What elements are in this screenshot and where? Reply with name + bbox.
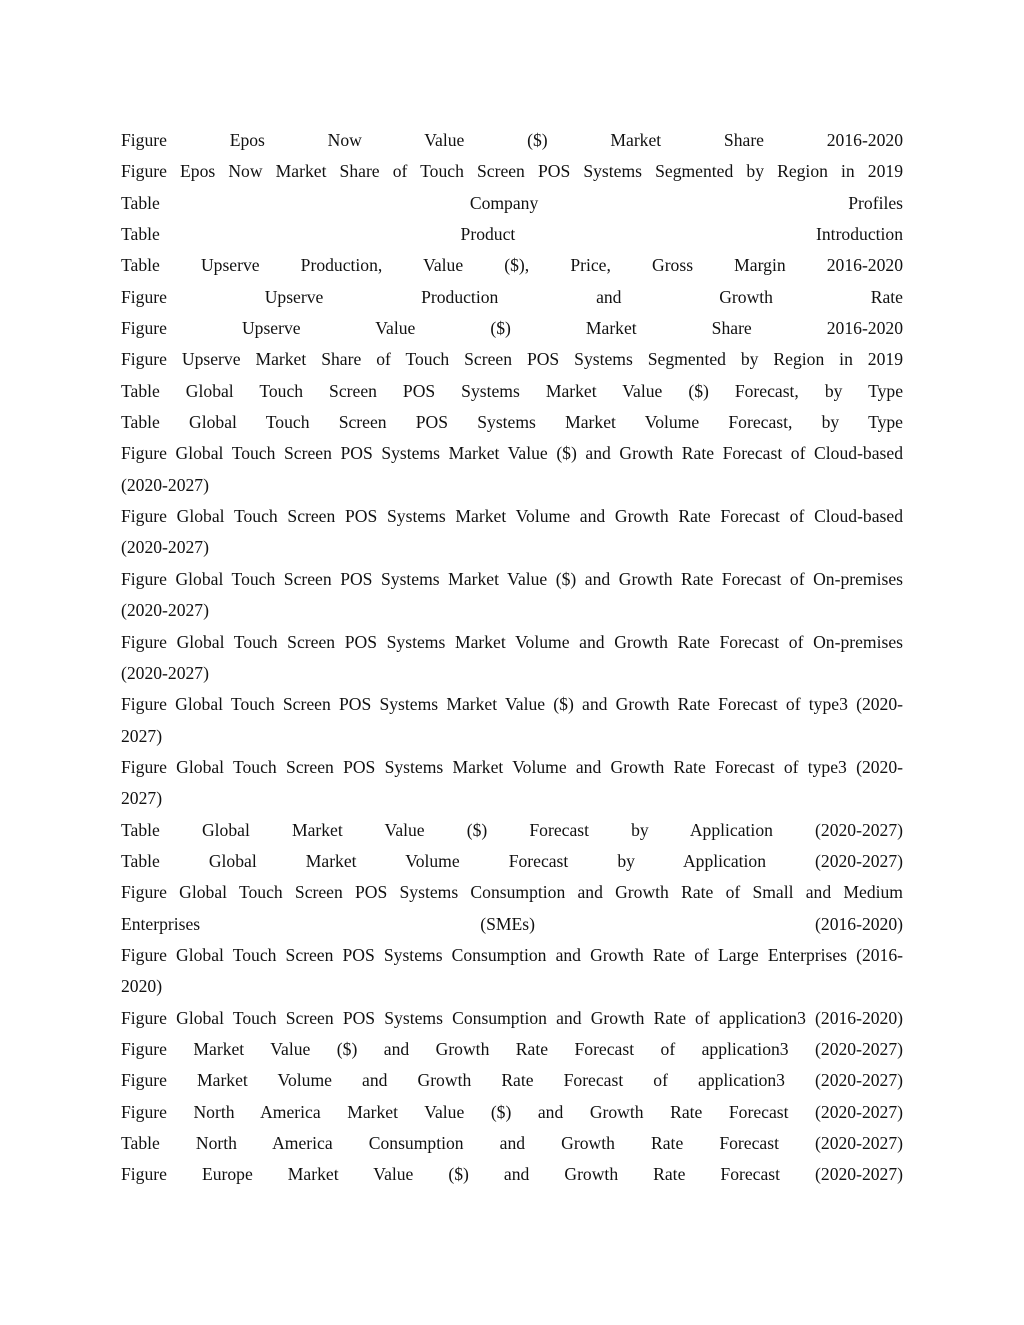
list-of-figures-and-tables xyxy=(121,125,903,1191)
document-line: Figure Global Touch Screen POS Systems Market Value ($) and Growth Rate Forecast of Cloud-based xyxy=(121,443,903,464)
document-line: Enterprises (SMEs) (2016-2020) xyxy=(121,913,903,934)
document-line: Table North America Consumption and Growth Rate Forecast (2020-2027) xyxy=(121,1133,903,1153)
document-line: Table Upserve Production, Value ($), Price, Gross Margin 2016-2020 xyxy=(121,255,903,276)
document-line: 2020) xyxy=(121,976,163,997)
document-line: Figure Global Touch Screen POS Systems Consumption and Growth Rate of Large Enterprises (2016- xyxy=(121,944,903,965)
document-line: Figure Market Volume and Growth Rate Forecast of application3 (2020-2027) xyxy=(121,1070,903,1091)
document-line: Table Company Profiles xyxy=(121,192,903,213)
document-line: Figure Epos Now Market Share of Touch Screen POS Systems Segmented by Region in 2019 xyxy=(121,161,903,182)
document-line: Figure Upserve Value ($) Market Share 2016-2020 xyxy=(121,318,903,339)
document-line: Figure Global Touch Screen POS Systems Market Value ($) and Growth Rate Forecast of type3 (2020- xyxy=(121,694,903,715)
document-line: Figure North America Market Value ($) and Growth Rate Forecast (2020-2027) xyxy=(121,1101,903,1122)
document-line: Figure Global Touch Screen POS Systems Market Volume and Growth Rate Forecast of Cloud-based xyxy=(121,506,903,527)
document-line: Figure Global Touch Screen POS Systems Market Volume and Growth Rate Forecast of On-premises xyxy=(121,631,903,652)
document-line: Figure Global Touch Screen POS Systems Consumption and Growth Rate of application3 (2016-2020) xyxy=(121,1007,903,1028)
document-line: Figure Europe Market Value ($) and Growth Rate Forecast (2020-2027) xyxy=(121,1164,903,1185)
document-line: Figure Global Touch Screen POS Systems Market Volume and Growth Rate Forecast of type3 (2020- xyxy=(121,756,903,777)
document-line: 2027) xyxy=(121,788,163,809)
document-line: Figure Epos Now Value ($) Market Share 2016-2020 xyxy=(121,130,903,150)
document-line: Figure Global Touch Screen POS Systems Consumption and Growth Rate of Small and Medium xyxy=(121,882,903,903)
document-line: Figure Market Value ($) and Growth Rate Forecast of application3 (2020-2027) xyxy=(121,1038,903,1059)
document-line: Figure Global Touch Screen POS Systems Market Value ($) and Growth Rate Forecast of On-premises xyxy=(121,568,903,589)
document-line: Table Global Market Volume Forecast by Application (2020-2027) xyxy=(121,850,903,871)
document-line: 2027) xyxy=(121,725,163,746)
document-line: (2020-2027) xyxy=(121,474,209,495)
document-line: Table Global Touch Screen POS Systems Market Volume Forecast, by Type xyxy=(121,412,903,433)
document-line: (2020-2027) xyxy=(121,662,209,683)
document-line: Table Product Introduction xyxy=(121,224,903,245)
document-line: Figure Upserve Market Share of Touch Screen POS Systems Segmented by Region in 2019 xyxy=(121,349,903,370)
document-line: (2020-2027) xyxy=(121,600,209,621)
document-line: Table Global Touch Screen POS Systems Market Value ($) Forecast, by Type xyxy=(121,380,903,401)
document-line: Figure Upserve Production and Growth Rate xyxy=(121,286,903,307)
document-line: (2020-2027) xyxy=(121,537,209,558)
document-line: Table Global Market Value ($) Forecast by Application (2020-2027) xyxy=(121,819,903,840)
